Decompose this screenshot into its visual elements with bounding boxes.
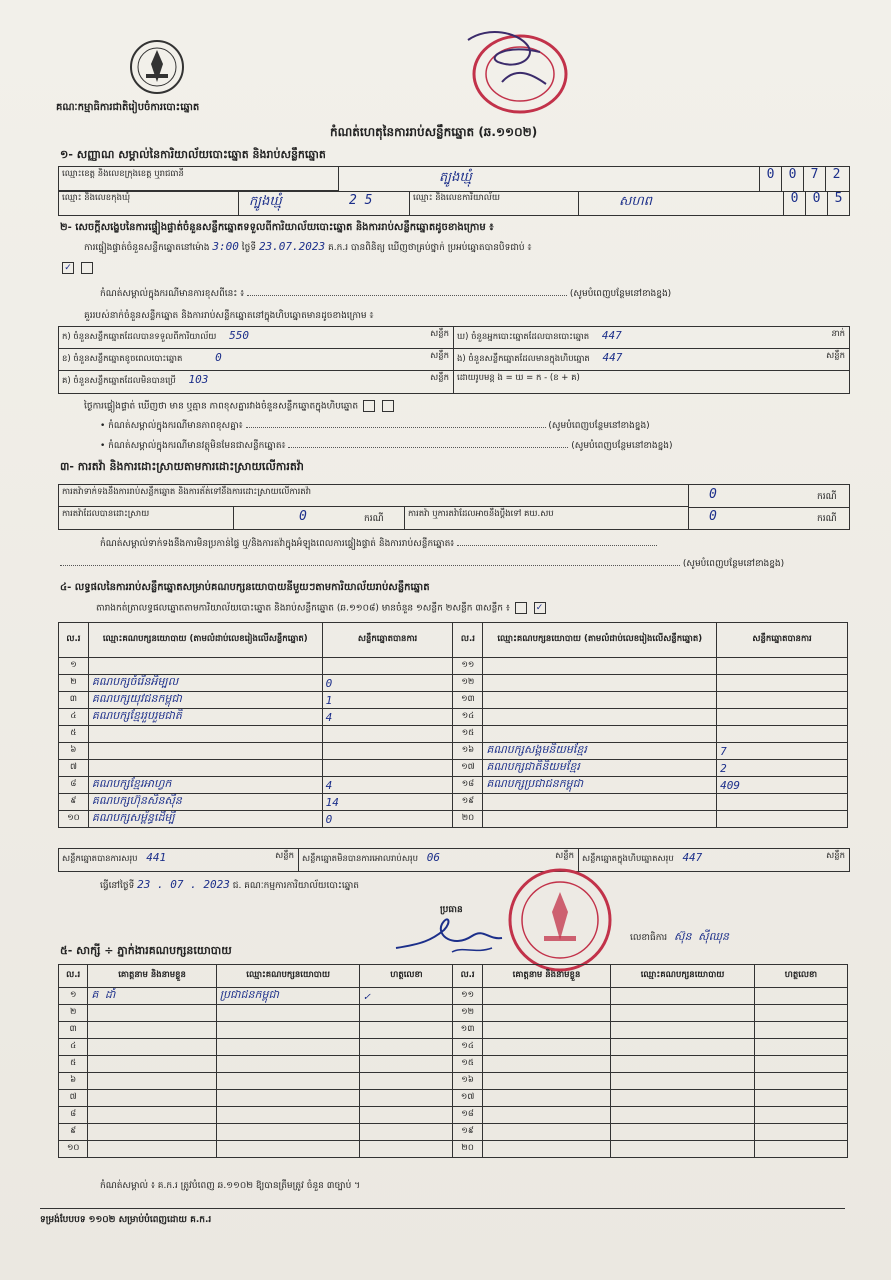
discrepancy-line — [84, 400, 396, 414]
witness-signature — [360, 1022, 453, 1039]
voters-voted-row — [454, 327, 849, 349]
unit: សន្លឹក — [555, 851, 574, 861]
col-sign: ហត្ថលេខា — [754, 965, 847, 988]
sheets-3-checkbox[interactable]: ✓ — [534, 602, 546, 614]
result-party — [483, 675, 717, 692]
witness-name — [482, 1022, 610, 1039]
result-no: ១២ — [453, 675, 483, 692]
witness-name — [88, 1090, 216, 1107]
witness-party — [216, 1005, 360, 1022]
unit: ករណី — [817, 514, 837, 524]
result-votes: 4 — [322, 777, 453, 794]
witness-party — [611, 1107, 755, 1124]
result-party: គណបក្សយុវជនកម្ពុជា — [88, 692, 322, 709]
result-no: ១០ — [59, 811, 89, 828]
total-valid-label: សន្លឹកឆ្នោតបានការសរុប — [62, 854, 138, 864]
witness-no: ៣ — [59, 1022, 88, 1039]
complaints-resolved-label: ការតវ៉ាដែលបានដោះស្រាយ — [59, 507, 234, 529]
witness-name — [88, 1073, 216, 1090]
done-suffix: ជ. គណៈកម្មការការិយាល័យបោះឆ្នោត — [232, 881, 359, 891]
discrepancy-no-checkbox[interactable] — [382, 400, 394, 412]
result-votes: 7 — [717, 743, 848, 760]
discrepancy-label: ថ្ងៃការផ្ទៀងផ្ទាត់ ឃើញថា មាន ឬគ្មាន ភាពខុសគ្នារវាងចំនួនសន្លឹកឆ្នោតក្នុងហិបឆ្នោត — [84, 401, 359, 412]
witness-party — [611, 1073, 755, 1090]
col-no: ល.រ — [453, 623, 483, 658]
ballot-received-value: 550 — [229, 329, 249, 342]
committee-name: គណៈកម្មាធិការជាតិរៀបចំការបោះឆ្នោត — [56, 102, 200, 113]
witness-signature — [754, 988, 847, 1005]
province-label: ឈ្មោះខេត្ត និងលេខក្រុងខេត្ត ឬរាជធានី — [59, 167, 339, 191]
bullet1-hint: (សូមបំពេញបន្ថែមនៅខាងខ្នង) — [548, 421, 650, 431]
witness-signature — [360, 1124, 453, 1141]
check-statement: គ.ក.រ បានពិនិត្យ ឃើញថាគ្រប់ថ្នាក់ ប្រអប់ឆ្នោតបានបិទជាប់ ៖ — [328, 243, 532, 253]
result-no: ១៥ — [453, 726, 483, 743]
witness-party — [611, 1141, 755, 1158]
result-no: ៧ — [59, 760, 89, 777]
witness-signature — [754, 1141, 847, 1158]
witness-no: ១៣ — [453, 1022, 482, 1039]
office-code-digit: 0 — [805, 191, 827, 215]
witness-name — [88, 1022, 216, 1039]
result-no: ៣ — [59, 692, 89, 709]
table-row — [59, 988, 848, 1005]
table-row — [59, 1005, 848, 1022]
unit: សន្លឹក — [826, 351, 845, 361]
complaints-total-value: 0 — [709, 487, 717, 502]
witness-party — [216, 1022, 360, 1039]
witness-signature — [360, 1141, 453, 1158]
result-no: ១៣ — [453, 692, 483, 709]
commune-label: ឈ្មោះ និងលេខកុងឃុំ — [59, 191, 239, 215]
office-code-digit: 5 — [827, 191, 849, 215]
secretary-label: លេខាធិការ — [630, 933, 668, 943]
ballot-summary-box — [58, 326, 850, 394]
voters-voted-label: ឃ) ចំនួនអ្នកបោះឆ្នោតដែលបានបោះឆ្នោត — [457, 332, 590, 342]
section3-note-field2[interactable] — [60, 565, 680, 566]
result-votes — [717, 658, 848, 675]
witness-name — [88, 1124, 216, 1141]
province-code-digit: 7 — [803, 167, 825, 191]
witness-name — [482, 1107, 610, 1124]
section3-note-field[interactable] — [457, 545, 657, 546]
province-code-digit: 0 — [759, 167, 781, 191]
witness-signature: ✓ — [360, 988, 453, 1005]
check-date-label: ថ្ងៃទី — [241, 243, 257, 253]
witness-name — [482, 1124, 610, 1141]
total-invalid-label: សន្លឹកឆ្នោតមិនបានការអោលរាប់សរុប — [302, 854, 419, 864]
official-stamp-top-icon — [458, 22, 570, 114]
discrepancy-yes-checkbox[interactable] — [363, 400, 375, 412]
witness-name — [482, 1056, 610, 1073]
witness-name — [88, 1056, 216, 1073]
witness-party — [216, 1124, 360, 1141]
note1-field[interactable] — [247, 295, 567, 296]
province-value: ត្បូងឃ្មុំ — [439, 170, 472, 185]
sheets-2-checkbox[interactable] — [515, 602, 527, 614]
result-no: ១៨ — [453, 777, 483, 794]
witness-party — [216, 1141, 360, 1158]
result-party: គណបក្សសង្គមនិយមខ្មែរ — [483, 743, 717, 760]
witness-signature — [360, 1039, 453, 1056]
check-date-value: 23.07.2023 — [258, 240, 326, 253]
col-votes: សន្លឹកឆ្នោតបានការ — [322, 623, 453, 658]
witness-signature — [360, 1107, 453, 1124]
president-label: ប្រធាន — [440, 905, 463, 915]
total-box-value: 447 — [682, 851, 703, 864]
witness-name — [482, 1039, 610, 1056]
check-time-line — [84, 240, 531, 255]
note1-hint: (សូមបំពេញបន្ថែមនៅខាងខ្នង) — [569, 289, 672, 299]
col-party: ឈ្មោះគណបក្សនយោបាយ — [611, 965, 755, 988]
formula-row: ដោយរូបមន្ត ង = ឃ = ក - (ខ + គ) — [457, 373, 580, 383]
bullet1 — [100, 420, 650, 433]
result-no: ៤ — [59, 709, 89, 726]
bullet2-label: • កំណត់សម្គាល់ក្នុងករណីមានវត្ថុមិនមែនជាសន្លឹកឆ្នោត៖ — [100, 441, 286, 451]
result-party — [483, 709, 717, 726]
table-row — [59, 1141, 848, 1158]
witness-name — [88, 1107, 216, 1124]
witness-no: ១៥ — [453, 1056, 482, 1073]
table-row — [59, 1039, 848, 1056]
ballot-received-row — [59, 327, 454, 349]
witness-party: ប្រជាជនកម្ពុជា — [216, 988, 360, 1005]
result-no: ២ — [59, 675, 89, 692]
province-code-digit: 0 — [781, 167, 803, 191]
document-title: កំណត់ហេតុនៃការរាប់សន្លឹកឆ្នោត (ឆ.១១០២) — [330, 125, 538, 139]
result-party — [483, 794, 717, 811]
col-no: ល.រ — [453, 965, 482, 988]
result-party: គណបក្សសម្ព័ន្ធដើម្បី — [88, 811, 322, 828]
result-party — [483, 658, 717, 675]
check-time-label: ការផ្ទៀងផ្ទាត់ចំនួនសន្លឹកឆ្នោតនៅម៉ោង — [84, 243, 210, 253]
col-party: ឈ្មោះគណបក្សនយោបាយ — [216, 965, 360, 988]
witness-party — [611, 1056, 755, 1073]
ballot-spoiled-row — [59, 349, 454, 371]
col-party: ឈ្មោះគណបក្សនយោបាយ (តាមលំដាប់លេខរៀងលើសន្លឹកឆ្នោត) — [483, 623, 717, 658]
unit: សន្លឹក — [430, 351, 449, 361]
result-votes: 14 — [322, 794, 453, 811]
witness-party — [216, 1090, 360, 1107]
commune-code: 2 5 — [349, 193, 373, 208]
ballot-unused-label: គ) ចំនួនសន្លឹកឆ្នោតដែលមិនបានប្រើ — [62, 376, 176, 386]
section4-intro-label: តារាងកត់ត្រាលទ្ធផលឆ្នោតតាមការិយាល័យបោះឆ្នោត និងរាប់សន្លឹកឆ្នោត (ឆ.១១០៨) មានចំនួន ១សន្លឹក ២សន្លឹក ៣សន្លឹក ៖ — [96, 603, 510, 614]
result-party — [483, 726, 717, 743]
witness-table — [58, 964, 848, 1158]
result-votes: 0 — [322, 811, 453, 828]
result-party: គណបក្សជាតិនិយមខ្មែរ — [483, 760, 717, 777]
result-votes — [322, 726, 453, 743]
witness-signature — [360, 1073, 453, 1090]
witness-signature — [754, 1107, 847, 1124]
witness-no: ២០ — [453, 1141, 482, 1158]
witness-party — [611, 988, 755, 1005]
result-no: ៨ — [59, 777, 89, 794]
result-party — [88, 760, 322, 777]
unit: ករណី — [817, 492, 837, 502]
witness-signature — [360, 1005, 453, 1022]
table-row — [59, 1107, 848, 1124]
official-stamp-bottom-icon — [506, 866, 614, 974]
section5-heading: ៥- សាក្សី ÷ ភ្នាក់ងារគណបក្សនយោបាយ — [60, 944, 232, 957]
witness-name — [88, 1005, 216, 1022]
witness-signature — [360, 1090, 453, 1107]
complaints-box — [58, 484, 850, 530]
result-no: ១ — [59, 658, 89, 675]
witness-name: គ ដាំ — [88, 988, 216, 1005]
table-row — [59, 709, 848, 726]
result-no: ១៧ — [453, 760, 483, 777]
unit: នាក់ — [831, 329, 845, 339]
bullet1-field[interactable] — [246, 427, 546, 428]
note1 — [100, 288, 671, 301]
result-votes — [717, 709, 848, 726]
witness-no: ៦ — [59, 1073, 88, 1090]
witness-party — [216, 1056, 360, 1073]
unit: សន្លឹក — [275, 851, 294, 861]
bullet1-label: • កំណត់សម្គាល់ក្នុងករណីមានភាពខុសគ្នា៖ — [100, 421, 243, 431]
seal-no-checkbox[interactable] — [81, 262, 93, 274]
result-party — [88, 726, 322, 743]
results-intro: គួររបស់នាក់ចំនួនសន្លឹកឆ្នោត និងការរាប់សន្លឹកឆ្នោតនៅក្នុងហិបឆ្នោតមានដូចខាងក្រោម ៖ — [84, 311, 374, 321]
ballot-in-box-label: ង) ចំនួនសន្លឹកឆ្នោតដែលមានក្នុងហិបឆ្នោត — [457, 354, 590, 364]
footer-divider — [40, 1208, 845, 1209]
col-votes: សន្លឹកឆ្នោតបានការ — [717, 623, 848, 658]
witness-no: ១១ — [453, 988, 482, 1005]
witness-party — [611, 1005, 755, 1022]
result-votes: 1 — [322, 692, 453, 709]
section2-heading: ២- សេចក្តីសង្ខេបនៃការផ្ទៀងផ្ទាត់ចំនួនសន្លឹកឆ្នោតទទួលពីការិយាល័យបោះឆ្នោត និងការរាប់សន្លឹកឆ្នោតដូចខាងក្រោម ៖ — [60, 222, 494, 233]
result-party — [88, 658, 322, 675]
result-party: គណបក្សចំរើនអិម្បល — [88, 675, 322, 692]
witness-no: ១២ — [453, 1005, 482, 1022]
result-no: ៦ — [59, 743, 89, 760]
section3-heading: ៣- ការតវ៉ា និងការដោះស្រាយតាមការដោះស្រាយលើការតវ៉ា — [60, 460, 304, 473]
col-no: ល.រ — [59, 965, 88, 988]
commune-value: ក្បូងឃ្មុំ — [249, 194, 282, 209]
office-code — [783, 191, 849, 215]
office-label: ឈ្មោះ និងលេខការិយាល័យ — [409, 191, 579, 215]
witness-name — [482, 1090, 610, 1107]
result-votes — [717, 726, 848, 743]
unit: សន្លឹក — [430, 329, 449, 339]
section3-note-label: កំណត់សម្គាល់ទាក់ទងនឹងការមិនប្រកាន់ផ្ទៃ ឬ/និងការតវ៉ាក្នុងអំឡុងពេលការផ្ទៀងផ្ទាត់ និងការរាប់សន្លឹកឆ្នោត៖ — [100, 539, 455, 549]
total-valid-value: 441 — [146, 851, 167, 864]
witness-signature — [754, 1090, 847, 1107]
ballot-spoiled-label: ខ) ចំនួនសន្លឹកឆ្នោតខូចពេលបោះឆ្នោត — [62, 354, 183, 364]
table-row — [59, 1056, 848, 1073]
total-box-label: សន្លឹកឆ្នោតក្នុងហិបឆ្នោតសរុប — [582, 854, 674, 864]
result-votes — [717, 692, 848, 709]
col-name: គោត្តនាម និងនាមខ្លួន — [482, 965, 610, 988]
province-code — [759, 167, 849, 191]
witness-party — [611, 1039, 755, 1056]
table-row — [59, 726, 848, 743]
seal-line — [60, 262, 95, 274]
witness-name — [482, 1073, 610, 1090]
witness-signature — [754, 1039, 847, 1056]
table-row — [59, 777, 848, 794]
witness-party — [216, 1073, 360, 1090]
section1-box — [58, 166, 850, 216]
table-row — [59, 811, 848, 828]
office-code-digit: 0 — [783, 191, 805, 215]
result-no: ៥ — [59, 726, 89, 743]
witness-no: ៨ — [59, 1107, 88, 1124]
witness-no: ១៩ — [453, 1124, 482, 1141]
check-time-value: 3:00 — [212, 240, 239, 253]
ballot-unused-row — [59, 371, 454, 393]
col-name: គោត្តនាម និងនាមខ្លួន — [88, 965, 216, 988]
result-votes — [322, 658, 453, 675]
secretary-line — [630, 930, 729, 946]
table-row — [59, 760, 848, 777]
voters-voted-value: 447 — [601, 329, 622, 342]
result-party — [88, 743, 322, 760]
result-votes: 2 — [717, 760, 848, 777]
witness-party — [611, 1124, 755, 1141]
witness-no: ១៧ — [453, 1090, 482, 1107]
table-row — [59, 675, 848, 692]
witness-no: ៥ — [59, 1056, 88, 1073]
witness-no: ២ — [59, 1005, 88, 1022]
total-invalid-value: 06 — [426, 851, 440, 864]
table-row — [59, 1073, 848, 1090]
ballot-spoiled-value: 0 — [215, 351, 222, 364]
witness-signature — [754, 1022, 847, 1039]
col-no: ល.រ — [59, 623, 89, 658]
result-votes — [322, 760, 453, 777]
witness-party — [216, 1039, 360, 1056]
col-sign: ហត្ថលេខា — [360, 965, 453, 988]
witness-party — [216, 1107, 360, 1124]
result-votes: 4 — [322, 709, 453, 726]
section1-heading: ១- សញ្ញាណ សម្គាល់នៃការិយាល័យបោះឆ្នោត និងរាប់សន្លឹកឆ្នោត — [60, 148, 326, 161]
unit: សន្លឹក — [430, 373, 449, 383]
witness-name — [482, 1141, 610, 1158]
bullet2 — [100, 440, 673, 453]
result-votes: 409 — [717, 777, 848, 794]
complaints-total-label: ការតវ៉ាទាក់ទងនឹងការរាប់សន្លឹកឆ្នោត និងការត័ត់ទៅនឹងការដោះស្រាយលើការតវ៉ា — [59, 485, 689, 507]
witness-no: ៩ — [59, 1124, 88, 1141]
complaints-appeal-value: 0 — [709, 509, 717, 524]
witness-party — [611, 1090, 755, 1107]
ballot-received-label: ក) ចំនួនសន្លឹកឆ្នោតដែលបានទទួលពីការិយាល័យ — [62, 332, 217, 342]
col-party: ឈ្មោះគណបក្សនយោបាយ (តាមលំដាប់លេខរៀងលើសន្លឹកឆ្នោត) — [88, 623, 322, 658]
witness-signature — [754, 1005, 847, 1022]
table-row — [59, 692, 848, 709]
section3-note-line2 — [60, 558, 784, 571]
seal-yes-checkbox[interactable]: ✓ — [62, 262, 74, 274]
witness-signature — [754, 1124, 847, 1141]
result-no: ២០ — [453, 811, 483, 828]
result-votes: 0 — [322, 675, 453, 692]
result-party — [483, 692, 717, 709]
result-no: ១៤ — [453, 709, 483, 726]
table-row — [59, 1022, 848, 1039]
witness-no: ១៨ — [453, 1107, 482, 1124]
ballot-in-box-value: 447 — [602, 351, 623, 364]
witness-name — [482, 1005, 610, 1022]
witness-no: ៧ — [59, 1090, 88, 1107]
total-box — [579, 849, 849, 871]
totals-row — [58, 848, 850, 872]
witness-signature — [754, 1056, 847, 1073]
section4-intro — [96, 602, 548, 616]
party-results-table — [58, 622, 848, 828]
table-row — [59, 794, 848, 811]
result-party: គណបក្សខ្មែររួបរួមជាតិ — [88, 709, 322, 726]
complaints-appeal-label: ការតវ៉ា ឬការតវ៉ាដែលអាចនឹងប្តឹងទៅ គឃ.សប — [404, 507, 689, 529]
result-no: ១១ — [453, 658, 483, 675]
province-code-digit: 2 — [825, 167, 847, 191]
witness-name — [88, 1141, 216, 1158]
section5-footnote: កំណត់សម្គាល់ ៖ គ.ក.រ ត្រូវបំពេញ ឆ.១១០២ ឱ្យបានត្រឹមត្រូវ ចំនួន ៣ច្បាប់ ។ — [100, 1181, 361, 1191]
result-no: ១៦ — [453, 743, 483, 760]
result-party: គណបក្សប្រជាជនកម្ពុជា — [483, 777, 717, 794]
ballot-unused-value: 103 — [188, 373, 209, 386]
witness-no: ១៦ — [453, 1073, 482, 1090]
unit: ករណី — [364, 514, 384, 524]
bullet2-field[interactable] — [288, 447, 568, 448]
done-line — [100, 878, 359, 893]
witness-name — [482, 988, 610, 1005]
result-party: គណបក្សហ៊ុនសិនស៊ីន — [88, 794, 322, 811]
witness-name — [88, 1039, 216, 1056]
result-party — [483, 811, 717, 828]
done-date: 23 . 07 . 2023 — [137, 878, 230, 891]
secretary-name: ស៊ុន ស៊ីឈុន — [674, 930, 729, 943]
office-value: សហព — [619, 194, 653, 209]
section3-note — [100, 538, 657, 551]
complaints-resolved-value: 0 — [299, 509, 307, 524]
ballot-in-box-row — [454, 349, 849, 371]
result-votes — [717, 811, 848, 828]
witness-no: ១ — [59, 988, 88, 1005]
table-row — [59, 658, 848, 675]
table-row — [59, 1090, 848, 1107]
bullet2-hint: (សូមបំពេញបន្ថែមនៅខាងខ្នង) — [571, 441, 673, 451]
witness-party — [611, 1022, 755, 1039]
table-row — [59, 1124, 848, 1141]
total-valid — [59, 849, 299, 871]
national-emblem-icon — [128, 38, 186, 96]
result-votes — [322, 743, 453, 760]
witness-signature — [360, 1056, 453, 1073]
unit: សន្លឹក — [826, 851, 845, 861]
result-party: គណបក្សខ្មែរអាហ្វក — [88, 777, 322, 794]
result-votes — [717, 794, 848, 811]
table-row — [59, 743, 848, 760]
section4-heading: ៤- លទ្ធផលនៃការរាប់សន្លឹកឆ្នោតសម្រាប់គណបក្សនយោបាយនីមួយៗតាមការិយាល័យរាប់សន្លឹកឆ្នោត — [60, 582, 430, 593]
witness-no: ៤ — [59, 1039, 88, 1056]
note1-label: កំណត់សម្គាល់ក្នុងករណីមានការខុសពីនេះ ៖ — [100, 289, 245, 299]
done-at-label: ធ្វើនៅថ្ងៃទី — [100, 881, 135, 891]
witness-signature — [754, 1073, 847, 1090]
form-footer: ទម្រង់បែបបទ ១១០២ សម្រាប់បំពេញដោយ គ.ក.រ — [40, 1215, 212, 1225]
result-no: ៩ — [59, 794, 89, 811]
witness-no: ១៤ — [453, 1039, 482, 1056]
witness-no: ១០ — [59, 1141, 88, 1158]
result-votes — [717, 675, 848, 692]
result-no: ១៩ — [453, 794, 483, 811]
section3-note-hint: (សូមបំពេញបន្ថែមនៅខាងខ្នង) — [682, 559, 785, 569]
